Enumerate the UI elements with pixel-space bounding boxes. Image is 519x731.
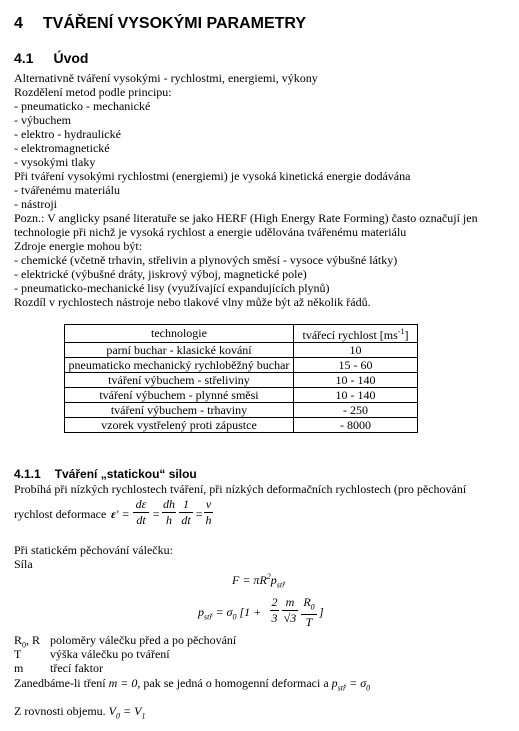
force-formula: $F = \pi R^2p_{stř}$	[232, 572, 286, 590]
chapter-number: 4	[14, 15, 23, 32]
speed-cell: - 250	[293, 403, 417, 418]
intro-line: Rozdíl v rychlostech nástroje nebo tlakové vlny může být až několik řádů.	[14, 295, 371, 309]
fraction-2-3: 2 3	[271, 595, 278, 625]
intro-line: - nástroji	[14, 197, 57, 211]
column-header-speed: tvářecí rychlost $[ms^{-1}]$	[293, 325, 417, 343]
neglect-friction-line: Zanedbáme-li tření m = 0, pak se jedná o homogenní deformaci a $p_{stř} = \sigma_0$	[14, 676, 371, 693]
technology-cell: pneumaticko mechanický rychloběžný buchar	[65, 358, 294, 373]
table-row	[65, 388, 418, 403]
chapter-title: TVÁŘENÍ VYSOKÝMI PARAMETRY	[42, 15, 307, 32]
intro-line: Rozdělení metod podle principu:	[14, 85, 172, 99]
speed-cell: 10 - 140	[293, 373, 417, 388]
section-number: 4.1	[14, 50, 34, 66]
section-title: Úvod	[53, 50, 89, 66]
intro-line: - pneumaticko-mechanické lisy (využívající expandujících plynů)	[14, 281, 330, 295]
subsection-number: 4.1.1	[14, 467, 41, 481]
intro-line: - chemické (včetně trhavin, střelivin a plynových směsí - vysoce výbušné látky)	[14, 253, 398, 267]
equals-sign-2: =	[195, 507, 204, 521]
subsection-title: Tváření „statickou“ silou	[54, 467, 197, 481]
speed-cell: 10 - 140	[293, 388, 417, 403]
speed-cell: - 8000	[293, 418, 417, 433]
pressure-formula-left: $p_{stř} = \sigma_0$ [1 +	[198, 605, 262, 622]
intro-line: - elektro - hydraulické	[14, 127, 121, 141]
strain-rate-label: rychlost deformace	[14, 507, 107, 521]
intro-line: - vysokými tlaky	[14, 155, 96, 169]
volume-equality-line: Z rovnosti objemu. $V_0 = V_1$	[14, 704, 146, 721]
intro-line: - elektromagnetické	[14, 141, 110, 155]
intro-line: Zdroje energie mohou být:	[14, 239, 143, 253]
intro-line: Při tváření vysokými rychlostmi (energiemi) je vysoká kinetická energie dodávána	[14, 169, 411, 183]
section-heading	[14, 50, 88, 66]
fraction-r0-t: $R_0$ T	[301, 596, 317, 629]
intro-line: - tvářenému materiálu	[14, 183, 120, 197]
technology-speed-table	[64, 324, 418, 433]
chapter-heading	[14, 15, 306, 33]
column-header-technology: technologie	[65, 325, 294, 343]
technology-cell: tváření výbuchem - střeliviny	[65, 373, 294, 388]
definition-friction-text: třecí faktor	[50, 661, 103, 675]
definition-height-text: výška válečku po tváření	[50, 647, 170, 661]
fraction-dh-h: dh h	[163, 497, 175, 527]
table-row	[65, 418, 418, 433]
table-row	[65, 343, 418, 358]
force-label: Síla	[14, 557, 33, 571]
technology-cell: tváření výbuchem - plynné směsi	[65, 388, 294, 403]
technology-cell: tváření výbuchem - trhaviny	[65, 403, 294, 418]
intro-line: - pneumaticko - mechanické	[14, 99, 151, 113]
speed-cell: 15 - 60	[293, 358, 417, 373]
fraction-m-sqrt3: m √3	[283, 595, 297, 625]
definition-height-symbol: T	[14, 647, 22, 661]
intro-line: Pozn.: V anglicky psané literatuře se jako HERF (High Energy Rate Forming) často označují jen	[14, 211, 478, 225]
definition-friction-symbol: m	[14, 661, 24, 675]
table-row	[65, 373, 418, 388]
fraction-v-h: v h	[205, 497, 212, 527]
strain-rate-symbol: ε' =	[111, 507, 130, 521]
fraction-1-dt: 1 dt	[179, 498, 193, 527]
static-upsetting-line: Při statickém pěchování válečku:	[14, 543, 173, 557]
technology-cell: vzorek vystřelený proti zápustce	[65, 418, 294, 433]
intro-line: - elektrické (výbušné dráty, jiskrový výboj, magnetické pole)	[14, 267, 307, 281]
pressure-formula-close: ]	[319, 605, 324, 619]
definition-radius-symbol: $R_0$, R	[14, 633, 41, 650]
table-row	[65, 358, 418, 373]
sub-paragraph-line1: Probíhá při nízkých rychlostech tváření, při nízkých deformačních rychlostech (pro pěchování	[14, 482, 467, 496]
definition-radius-text: poloměry válečku před a po pěchování	[50, 633, 237, 647]
intro-line: Alternativně tváření vysokými - rychlostmi, energiemi, výkony	[14, 71, 318, 85]
intro-line: - výbuchem	[14, 113, 71, 127]
technology-cell: parní buchar - klasické kování	[65, 343, 294, 358]
fraction-de-dt: dε dt	[133, 498, 149, 527]
equals-sign-1: =	[152, 507, 161, 521]
table-row	[65, 403, 418, 418]
speed-cell: 10	[293, 343, 417, 358]
table-header-row	[65, 325, 418, 343]
subsection-heading	[14, 467, 197, 481]
intro-line: technologie při nichž je vysoká rychlost a energie udělována tvářenému materiálu	[14, 225, 407, 239]
